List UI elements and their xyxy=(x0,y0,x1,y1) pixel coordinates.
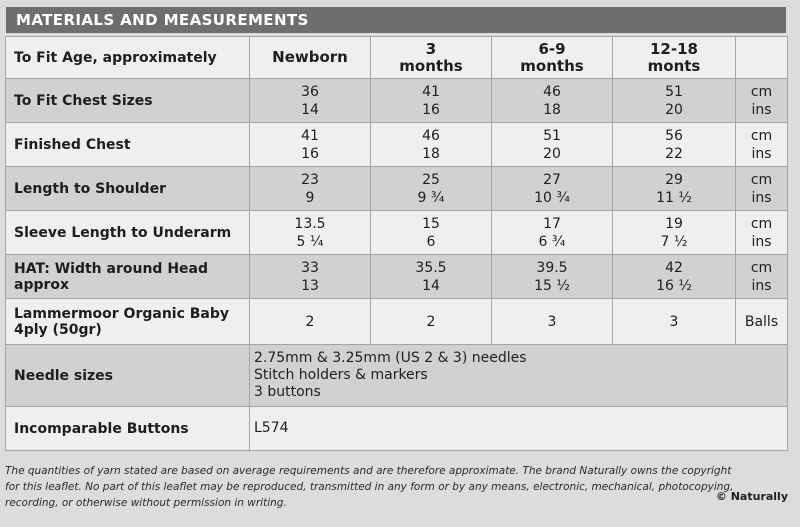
table-cell: 2 xyxy=(371,299,492,345)
row-label: Finished Chest xyxy=(6,123,250,167)
section-title: MATERIALS AND MEASUREMENTS xyxy=(6,7,786,33)
table-cell: 3 xyxy=(492,299,613,345)
table-cell: 36 14 xyxy=(250,79,371,123)
table-cell: 17 6 ¾ xyxy=(492,211,613,255)
unit-cell: cm ins xyxy=(736,211,788,255)
copyright-mark: © Naturally xyxy=(715,490,788,503)
table-cell: 51 20 xyxy=(492,123,613,167)
size-header-12-18-months: 12-18 monts xyxy=(613,37,736,79)
table-cell: 33 13 xyxy=(250,255,371,299)
table-cell: 41 16 xyxy=(371,79,492,123)
unit-header xyxy=(736,37,788,79)
size-header-newborn: Newborn xyxy=(250,37,371,79)
table-cell: 3 xyxy=(613,299,736,345)
table-row xyxy=(6,255,788,299)
table-cell: 15 6 xyxy=(371,211,492,255)
table-cell: 19 7 ½ xyxy=(613,211,736,255)
needles-value: 2.75mm & 3.25mm (US 2 & 3) needles Stitch holders & markers 3 buttons xyxy=(250,345,788,407)
size-header-6-9-months: 6-9 months xyxy=(492,37,613,79)
buttons-row xyxy=(6,407,788,451)
needles-label: Needle sizes xyxy=(6,345,250,407)
copyright-notice xyxy=(5,463,792,511)
row-label: Sleeve Length to Underarm xyxy=(6,211,250,255)
table-cell: 41 16 xyxy=(250,123,371,167)
buttons-value: L574 xyxy=(250,407,788,451)
table-cell: 39.5 15 ½ xyxy=(492,255,613,299)
table-cell: 46 18 xyxy=(492,79,613,123)
table-row xyxy=(6,123,788,167)
table-cell: 35.5 14 xyxy=(371,255,492,299)
table-cell: 51 20 xyxy=(613,79,736,123)
unit-cell: cm ins xyxy=(736,123,788,167)
footer-line: The quantities of yarn stated are based on average requirements and are therefore approximate. The brand Naturally owns the copyright xyxy=(5,465,732,477)
table-cell: 42 16 ½ xyxy=(613,255,736,299)
table-cell: 27 10 ¾ xyxy=(492,167,613,211)
row-label: Length to Shoulder xyxy=(6,167,250,211)
needles-row xyxy=(6,345,788,407)
age-row xyxy=(6,37,788,79)
table-cell: 23 9 xyxy=(250,167,371,211)
unit-cell: cm ins xyxy=(736,79,788,123)
footer-line: for this leaflet. No part of this leaflet may be reproduced, transmitted in any form or by any means, electronic, mechanical, photocopying, xyxy=(5,481,734,493)
size-header-3-months: 3 months xyxy=(371,37,492,79)
table-cell: 25 9 ¾ xyxy=(371,167,492,211)
yarn-label: Lammermoor Organic Baby 4ply (50gr) xyxy=(6,299,250,345)
table-cell: 56 22 xyxy=(613,123,736,167)
table-row xyxy=(6,167,788,211)
measurements-table xyxy=(5,36,788,451)
row-label: To Fit Chest Sizes xyxy=(6,79,250,123)
table-cell: 46 18 xyxy=(371,123,492,167)
unit-cell: cm ins xyxy=(736,255,788,299)
table-cell: 29 11 ½ xyxy=(613,167,736,211)
row-label: HAT: Width around Head approx xyxy=(6,255,250,299)
unit-cell: cm ins xyxy=(736,167,788,211)
age-label: To Fit Age, approximately xyxy=(6,37,250,79)
table-row xyxy=(6,211,788,255)
table-row xyxy=(6,79,788,123)
yarn-row xyxy=(6,299,788,345)
table-cell: 2 xyxy=(250,299,371,345)
table-cell: 13.5 5 ¼ xyxy=(250,211,371,255)
footer-line: recording, or otherwise without permission in writing. xyxy=(5,497,287,509)
buttons-label: Incomparable Buttons xyxy=(6,407,250,451)
unit-cell: Balls xyxy=(736,299,788,345)
